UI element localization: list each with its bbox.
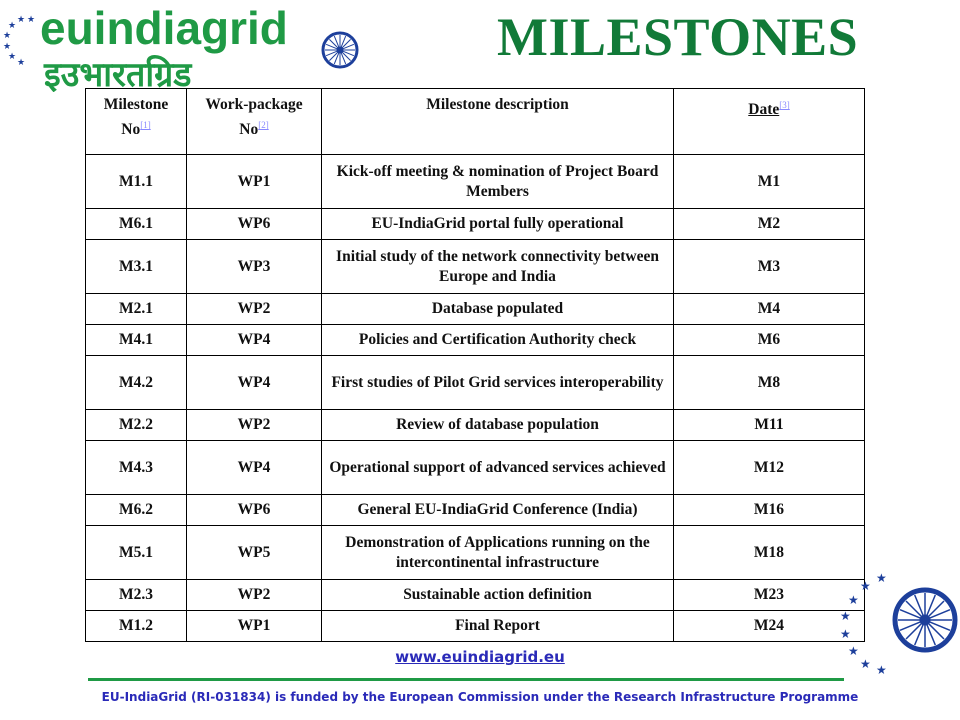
svg-text:★: ★ [8, 52, 17, 62]
svg-text:★: ★ [17, 58, 26, 68]
website-link[interactable]: www.euindiagrid.eu [395, 648, 565, 666]
table-row: M6.2 WP6 General EU-IndiaGrid Conference (India) M16 [86, 495, 865, 526]
table-row: M6.1 WP6 EU-IndiaGrid portal fully operational M2 [86, 209, 865, 240]
table-row: M2.1 WP2 Database populated M4 [86, 294, 865, 325]
page-title: MILESTONES [497, 7, 859, 67]
logo-text: euindiagrid [40, 2, 288, 54]
table-header-row [86, 89, 865, 155]
table-row: M3.1 WP3 Initial study of the network connectivity between Europe and India M3 [86, 240, 865, 294]
funding-statement: EU-IndiaGrid (RI-031834) is funded by the European Commission under the Research Infrastructure Programme [101, 690, 859, 704]
header-date: Date[3] [674, 89, 865, 155]
header-milestone-no: Milestone No[1] [86, 89, 187, 155]
svg-text:★: ★ [848, 593, 859, 607]
table-row: M5.1 WP5 Demonstration of Applications running on the intercontinental infrastructure M18 [86, 526, 865, 580]
eu-stars-icon [3, 15, 35, 68]
svg-text:★: ★ [876, 663, 887, 677]
footnote-ref-1[interactable]: [1] [140, 120, 151, 130]
header-description: Milestone description [322, 89, 674, 155]
svg-text:★: ★ [3, 42, 12, 52]
footer-divider [88, 678, 844, 681]
footnote-ref-2[interactable]: [2] [258, 120, 269, 130]
svg-text:★: ★ [840, 627, 851, 641]
table-row: M4.2 WP4 First studies of Pilot Grid services interoperability M8 [86, 356, 865, 410]
svg-text:★: ★ [840, 609, 851, 623]
svg-text:★: ★ [876, 571, 887, 585]
table-row: M2.2 WP2 Review of database population M11 [86, 410, 865, 441]
table-row: M4.1 WP4 Policies and Certification Authority check M6 [86, 325, 865, 356]
svg-text:★: ★ [860, 579, 871, 593]
logo-devanagari: इउभारतग्रिड [44, 55, 192, 92]
svg-text:★: ★ [3, 31, 12, 41]
footnote-ref-3[interactable]: [3] [779, 100, 790, 110]
table-row: M2.3 WP2 Sustainable action definition M23 [86, 580, 865, 611]
table-row: M4.3 WP4 Operational support of advanced services achieved M12 [86, 441, 865, 495]
table-body [86, 155, 865, 642]
ashoka-chakra-icon [323, 33, 357, 67]
table-row: M1.1 WP1 Kick-off meeting & nomination of Project Board Members M1 [86, 155, 865, 209]
svg-text:★: ★ [27, 15, 36, 25]
milestones-table [85, 88, 865, 642]
footer-url [0, 648, 960, 667]
euindiagrid-logo [0, 0, 370, 92]
header-work-package-no: Work-package No[2] [187, 89, 322, 155]
svg-text:★: ★ [860, 657, 871, 671]
svg-text:★: ★ [848, 644, 859, 658]
ashoka-chakra-icon [895, 590, 955, 650]
table-row: M1.2 WP1 Final Report M24 [86, 611, 865, 642]
svg-text:★: ★ [8, 21, 17, 31]
svg-text:★: ★ [17, 15, 26, 25]
